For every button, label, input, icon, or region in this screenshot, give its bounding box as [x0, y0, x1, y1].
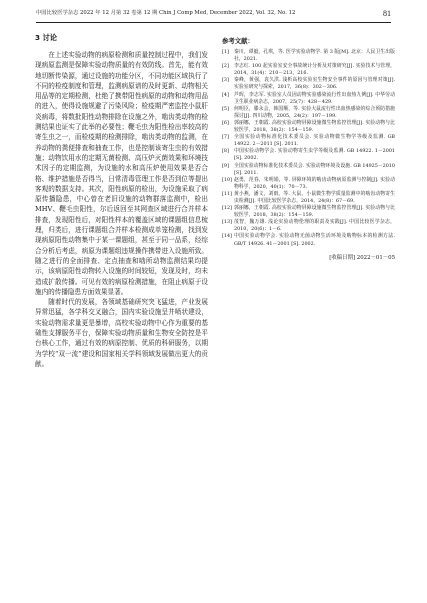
reference-item	[222, 219, 395, 233]
reference-text: 全国实验动物标准化技术委员会. 实验动物微生物学等级及监测. GB 14922. 2－2011 [S]. 2011.	[234, 134, 395, 148]
reference-text: 中国实验动物学会. 实验动物寄生虫学等级及监测. GB 14922. 1－2001 [S]. 2002.	[234, 148, 395, 162]
reference-text: 赵勇，范春，朱明娟，等. 屏障环境的啮齿动物病原监测与控制[J]. 实验动物科学，2020，40(1)：70－73.	[234, 176, 395, 190]
received-date: [收稿日期] 2022－01－05	[329, 254, 395, 261]
reference-number: [6]	[222, 119, 229, 126]
reference-item	[222, 134, 395, 148]
reference-item	[222, 77, 395, 91]
reference-number: [3]	[222, 77, 229, 84]
reference-text: 茂智，魏万雄. 浅论实验动物伦理的职责及实践[J]. 中国比较医学杂志，2010，20(6)：1－6.	[234, 219, 395, 233]
reference-number: [10]	[222, 176, 232, 183]
reference-number: [8]	[222, 148, 229, 155]
reference-item	[222, 205, 395, 219]
reference-item	[222, 191, 395, 205]
reference-item	[222, 49, 395, 63]
journal-citation	[36, 10, 295, 17]
reference-number: [1]	[222, 49, 229, 55]
header-rule	[36, 22, 391, 23]
reference-number: [9]	[222, 162, 229, 169]
body-paragraph: 随着时代的发展，各领域基础研究突飞猛进，产业发展异常迅猛，各学科交叉融合，国内实验设施呈井喷状建设，实验动物需求量更是暴增，高校实验动物中心作为重要的基础性支撑服务平台，保障实验动物质量和生物安全防控是平台核心工作，通过有效的病原控制、优质的科研服务，以期为学校“双一流”建设和国家相关学科领域发展做出更大的贡献。	[35, 298, 208, 368]
running-header	[36, 10, 391, 17]
page-number: 81	[383, 9, 391, 18]
reference-item	[222, 120, 395, 134]
reference-number: [2]	[222, 63, 229, 70]
reference-number: [11]	[222, 190, 232, 197]
reference-item	[222, 163, 395, 177]
reference-text: 李志红. 100 起实验室安全事故统计分析及对策研究[J]. 实验技术与管理，2014，31(4)：210－213，216.	[234, 63, 395, 77]
reference-number: [14]	[222, 233, 232, 240]
reference-text: 黄小燕，潘文，刘雨，等. 大鼠、小鼠微生物学质量监测中的啮齿动物寄生虫检测[J]. 中国比较医学杂志，2014，24(8)：67－69.	[234, 190, 395, 204]
reference-number: [13]	[222, 219, 232, 226]
reference-text: 秦峰，黄强，袁久洪. 浅析高校实验室生物安全事件的原因与管理对策[J]. 实验室研究与探索，2017，36(8)：302－306.	[234, 77, 395, 91]
reference-item	[222, 106, 395, 120]
reference-text: 全国实验动物标准化技术委员会. 实验动物环境及设施. GB 14925－2010 [S]. 2011.	[234, 162, 395, 176]
left-column	[35, 28, 208, 369]
reference-item	[222, 63, 395, 77]
reference-text: 郭丽娜，王朝霞. 高校实验动物屏障设施微生物监控管理[J]. 实验动物与比较医学，2018，38(2)：154－159.	[234, 205, 395, 219]
reference-number: [7]	[222, 134, 229, 141]
reference-number: [4]	[222, 91, 229, 98]
reference-item	[222, 233, 395, 247]
section-heading: 3 讨论	[35, 33, 57, 42]
reference-number: [5]	[222, 105, 229, 112]
reference-text: 郭丽娜，王朝霞. 高校实验动物屏障设施微生物监控管理[J]. 实验动物与比较医学，2018，38(2)：154－159.	[234, 119, 395, 134]
journal-title-cn: 中国比较医学杂志 2022 年 12 月第 32 卷第 12 期	[36, 10, 158, 16]
reference-list	[222, 49, 395, 248]
reference-text: 芦晖，李志军. 实验室人员因动物实验感染流行性出血热九例[J]. 中华劳动卫生职业病杂志，2007，25(7)：428－429.	[234, 91, 395, 105]
reference-text: 中国实验动物学会. 实验动物无菌动物生活环境及啮物标本的检测方法. GB/T 14926. 41－2001 [S]. 2002.	[234, 233, 395, 247]
journal-title-en: Chin J Comp Med, December 2022, Vol. 32, No. 12	[159, 10, 296, 16]
body-paragraph: 在上述实验动物的病原检测和质量控制过程中，我们发现病原监测是保障实验动物质量的有效防线。首先，能有效地切断传染源，通过设施的功能分区，不同功能区域执行了不同的检疫制度和管理，监测病原谱的及时更新、动物相关用品等的定期检测，杜绝了携带阳性病原的动物和动物用品的进入，使得设施规避了污染风险；检疫期严密监控小鼠肝炎病毒，将数批阳性动物排除在设施之外，啮齿类动物的检测结果也证实了此举的必要性；鞭毛虫为阳性检出率较高的寄生虫之一，而检疫期的检测排除，啮齿类动物的监测，在养动物的粪便排查和抽查工作，也是控制该寄生虫的有效措施；动物饮用水的定期无菌检测、高压炉灭菌效果和环境技术因子的定期监测，为设施的水和高压炉使用效果是否合格、维护措施是否得当，日常清毒管理工作是否到位等提出客观的数据支持。其次，阳性病原的检出，为设施采取了病原传播隐患，中心曾在老旧设施的动物群落监测中，检出 MHV、鞭毛虫阳性，尔后返回至其网查区域进行合并样本排查，发现阳性后，对阳性样本的覆盖区域的课题组信息梳理，归类后，进行课题组合并样本检测成单笼检测，找到发现病原阳性动物集中于某一课题组，甚至于同一品系，经综合分析后考虑，病原为课题组违规操作携带进入设施所致。随之进行的全面排查、定点抽查和啮所动物监测结果均提示，该病原阳性动物转入设施的时间较短，发现及时，均未造成扩散传播。可见有效的病原检测措施，在阻止病原于设施内的传播隐患方面效果显著。	[35, 51, 208, 296]
reference-item	[222, 92, 395, 106]
references-title: 参考文献：	[222, 37, 254, 45]
reference-item	[222, 148, 395, 162]
reference-text: 何明臣，滕永会，韩国顺，等. 实验大鼠流行性出血热感染的综合预防措施探讨[J]. 四川动物，2005，24(2)：197－199.	[234, 105, 395, 119]
reference-text: 秦川，谭毅，孔琪，等. 医学实验动物学. 第 3 版[M]. 北京：人民卫生出版社，2021.	[234, 49, 395, 63]
reference-item	[222, 177, 395, 191]
right-column	[222, 28, 395, 262]
reference-number: [12]	[222, 205, 232, 212]
